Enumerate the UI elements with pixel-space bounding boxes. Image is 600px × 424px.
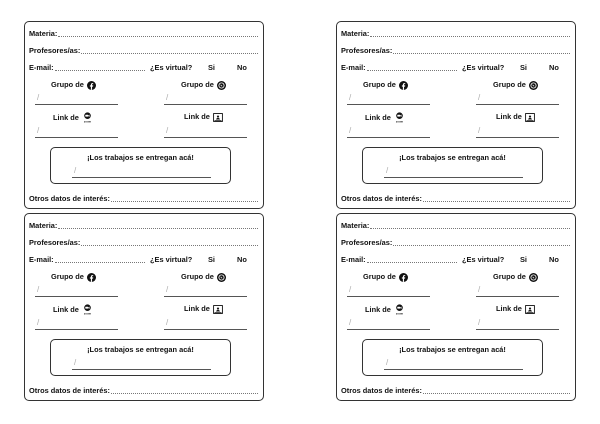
- facebook-icon: [399, 273, 408, 282]
- grupo-facebook-heading: Grupo de: [51, 272, 96, 282]
- profesores-field[interactable]: Profesores/as:: [341, 238, 570, 248]
- virtual-question: ¿Es virtual?: [150, 255, 193, 264]
- info-card: [336, 213, 576, 401]
- svg-text:zoom: zoom: [83, 120, 91, 123]
- link-classroom-heading: Link de: [184, 112, 223, 122]
- grupo-whatsapp-input[interactable]: /: [476, 93, 559, 105]
- zoom-icon: [394, 304, 405, 315]
- email-field[interactable]: E-mail:: [341, 255, 457, 265]
- whatsapp-icon: [217, 273, 226, 282]
- otros-datos-field[interactable]: Otros datos de interés:: [29, 194, 258, 204]
- svg-text:zoom: zoom: [395, 312, 403, 315]
- link-classroom-heading: Link de: [496, 112, 535, 122]
- svg-text:zoom: zoom: [395, 120, 403, 123]
- info-card: [24, 213, 264, 401]
- grupo-whatsapp-heading: Grupo de: [493, 80, 538, 90]
- virtual-si-option[interactable]: Si: [208, 63, 215, 72]
- virtual-question: ¿Es virtual?: [462, 63, 505, 72]
- zoom-icon: [82, 112, 93, 123]
- otros-datos-field[interactable]: Otros datos de interés:: [341, 194, 570, 204]
- grupo-facebook-heading: Grupo de: [363, 272, 408, 282]
- classroom-icon: [525, 113, 535, 122]
- email-field[interactable]: E-mail:: [341, 63, 457, 73]
- entrega-input[interactable]: /: [72, 358, 211, 370]
- link-classroom-input[interactable]: /: [164, 126, 247, 138]
- whatsapp-icon: [529, 81, 538, 90]
- virtual-no-option[interactable]: No: [237, 255, 247, 264]
- virtual-no-option[interactable]: No: [237, 63, 247, 72]
- link-zoom-heading: Link de zoom: [365, 304, 403, 315]
- facebook-icon: [87, 273, 96, 282]
- grupo-facebook-input[interactable]: /: [347, 285, 430, 297]
- link-zoom-input[interactable]: /: [347, 318, 430, 330]
- classroom-icon: [525, 305, 535, 314]
- virtual-question: ¿Es virtual?: [462, 255, 505, 264]
- grupo-facebook-heading: Grupo de: [51, 80, 96, 90]
- info-card: [336, 21, 576, 209]
- grupo-whatsapp-input[interactable]: /: [164, 285, 247, 297]
- entrega-input[interactable]: /: [384, 166, 523, 178]
- grupo-whatsapp-heading: Grupo de: [493, 272, 538, 282]
- link-zoom-heading: Link de zoom: [53, 304, 91, 315]
- materia-field[interactable]: Materia:: [29, 221, 258, 231]
- link-zoom-input[interactable]: /: [347, 126, 430, 138]
- svg-text:zoom: zoom: [83, 312, 91, 315]
- grupo-facebook-input[interactable]: /: [35, 285, 118, 297]
- entrega-text: ¡Los trabajos se entregan acá!: [399, 153, 506, 162]
- link-zoom-heading: Link de zoom: [365, 112, 403, 123]
- link-classroom-input[interactable]: /: [476, 126, 559, 138]
- entrega-box: [50, 147, 231, 184]
- link-classroom-input[interactable]: /: [164, 318, 247, 330]
- entrega-text: ¡Los trabajos se entregan acá!: [399, 345, 506, 354]
- link-zoom-heading: Link de zoom: [53, 112, 91, 123]
- virtual-no-option[interactable]: No: [549, 255, 559, 264]
- classroom-icon: [213, 305, 223, 314]
- materia-field[interactable]: Materia:: [29, 29, 258, 39]
- entrega-input[interactable]: /: [384, 358, 523, 370]
- entrega-text: ¡Los trabajos se entregan acá!: [87, 153, 194, 162]
- email-field[interactable]: E-mail:: [29, 63, 145, 73]
- link-zoom-input[interactable]: /: [35, 126, 118, 138]
- otros-datos-field[interactable]: Otros datos de interés:: [29, 386, 258, 396]
- info-card: [24, 21, 264, 209]
- grupo-whatsapp-input[interactable]: /: [164, 93, 247, 105]
- profesores-field[interactable]: Profesores/as:: [29, 238, 258, 248]
- zoom-icon: [394, 112, 405, 123]
- link-zoom-input[interactable]: /: [35, 318, 118, 330]
- facebook-icon: [399, 81, 408, 90]
- virtual-si-option[interactable]: Si: [520, 63, 527, 72]
- grupo-facebook-heading: Grupo de: [363, 80, 408, 90]
- zoom-icon: [82, 304, 93, 315]
- classroom-icon: [213, 113, 223, 122]
- link-classroom-heading: Link de: [184, 304, 223, 314]
- whatsapp-icon: [217, 81, 226, 90]
- grupo-whatsapp-input[interactable]: /: [476, 285, 559, 297]
- virtual-si-option[interactable]: Si: [520, 255, 527, 264]
- link-classroom-input[interactable]: /: [476, 318, 559, 330]
- entrega-text: ¡Los trabajos se entregan acá!: [87, 345, 194, 354]
- virtual-si-option[interactable]: Si: [208, 255, 215, 264]
- entrega-box: [362, 339, 543, 376]
- grupo-facebook-input[interactable]: /: [35, 93, 118, 105]
- materia-field[interactable]: Materia:: [341, 221, 570, 231]
- entrega-input[interactable]: /: [72, 166, 211, 178]
- profesores-field[interactable]: Profesores/as:: [341, 46, 570, 56]
- materia-field[interactable]: Materia:: [341, 29, 570, 39]
- virtual-question: ¿Es virtual?: [150, 63, 193, 72]
- entrega-box: [50, 339, 231, 376]
- virtual-no-option[interactable]: No: [549, 63, 559, 72]
- otros-datos-field[interactable]: Otros datos de interés:: [341, 386, 570, 396]
- email-field[interactable]: E-mail:: [29, 255, 145, 265]
- link-classroom-heading: Link de: [496, 304, 535, 314]
- grupo-whatsapp-heading: Grupo de: [181, 80, 226, 90]
- profesores-field[interactable]: Profesores/as:: [29, 46, 258, 56]
- entrega-box: [362, 147, 543, 184]
- grupo-facebook-input[interactable]: /: [347, 93, 430, 105]
- facebook-icon: [87, 81, 96, 90]
- grupo-whatsapp-heading: Grupo de: [181, 272, 226, 282]
- whatsapp-icon: [529, 273, 538, 282]
